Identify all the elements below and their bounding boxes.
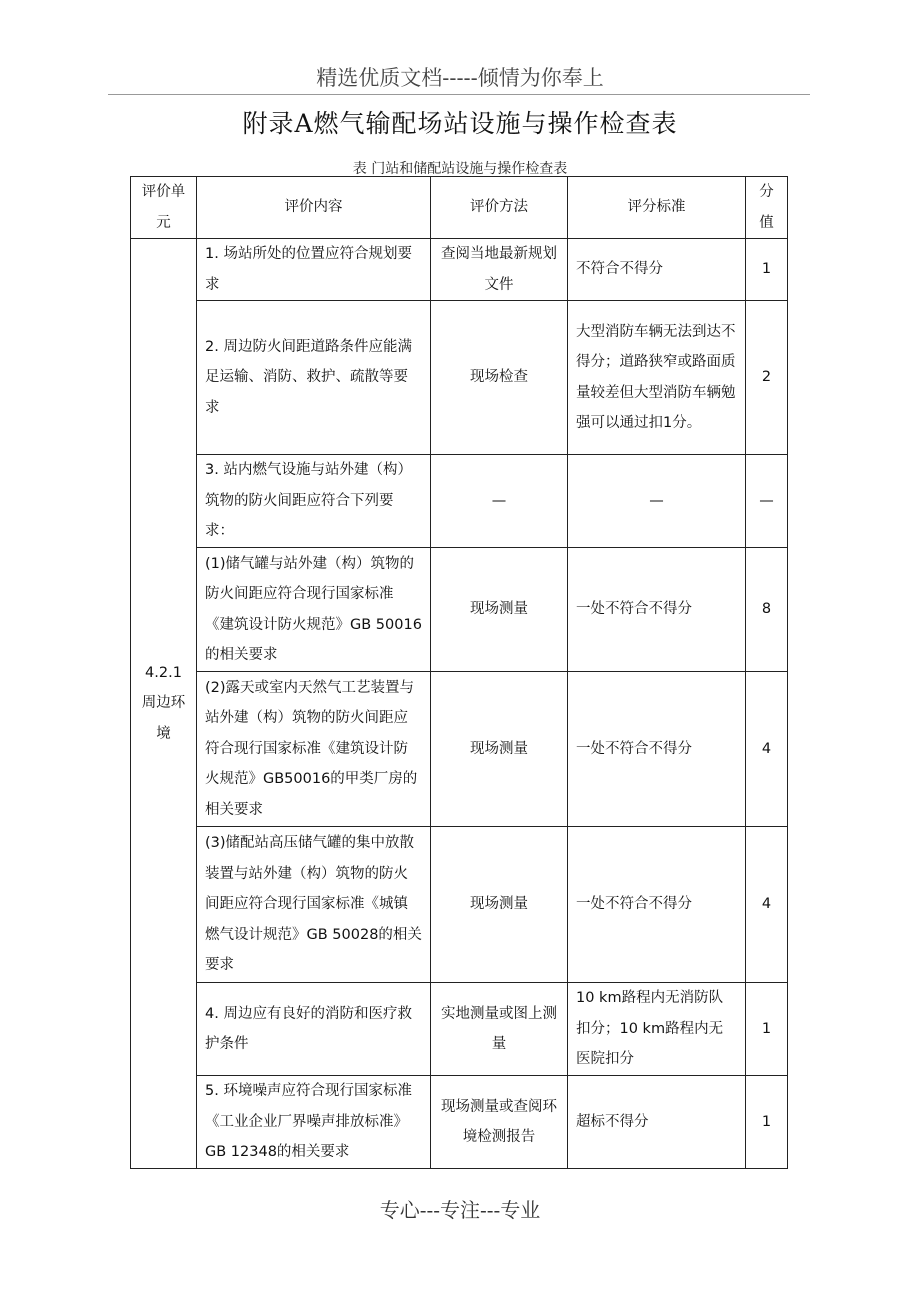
table-row	[131, 301, 788, 455]
table-row	[131, 827, 788, 983]
row-method: 现场测量	[431, 672, 568, 827]
row-standard: 一处不符合不得分	[568, 548, 746, 672]
row-content: 4. 周边应有良好的消防和医疗救护条件	[197, 983, 431, 1076]
row-score: 4	[746, 827, 788, 983]
row-score: 1	[746, 1076, 788, 1169]
row-content: 2. 周边防火间距道路条件应能满足运输、消防、救护、疏散等要求	[197, 301, 431, 455]
table-row	[131, 455, 788, 548]
col-header-method: 评价方法	[431, 177, 568, 239]
row-standard: 一处不符合不得分	[568, 672, 746, 827]
row-method: 现场测量或查阅环境检测报告	[431, 1076, 568, 1169]
row-content: (3)储配站高压储气罐的集中放散装置与站外建（构）筑物的防火间距应符合现行国家标准《城镇燃气设计规范》GB 50028的相关要求	[197, 827, 431, 983]
row-score: 1	[746, 983, 788, 1076]
row-content: (2)露天或室内天然气工艺装置与站外建（构）筑物的防火间距应符合现行国家标准《建筑设计防火规范》GB50016的甲类厂房的相关要求	[197, 672, 431, 827]
table-row	[131, 672, 788, 827]
row-method: 实地测量或图上测量	[431, 983, 568, 1076]
row-standard: —	[568, 455, 746, 548]
row-score: 8	[746, 548, 788, 672]
row-content: 5. 环境噪声应符合现行国家标准《工业企业厂界噪声排放标准》GB 12348的相关要求	[197, 1076, 431, 1169]
row-score: —	[746, 455, 788, 548]
page-footer: 专心---专注---专业	[379, 1198, 541, 1222]
document-title: 附录A燃气输配场站设施与操作检查表	[242, 109, 678, 138]
evaluation-unit-label: 4.2.1 周边环境	[131, 239, 197, 1169]
row-method: 查阅当地最新规划文件	[431, 239, 568, 301]
row-standard: 大型消防车辆无法到达不得分；道路狭窄或路面质量较差但大型消防车辆勉强可以通过扣1分。	[568, 301, 746, 455]
row-content: (1)储气罐与站外建（构）筑物的防火间距应符合现行国家标准《建筑设计防火规范》GB 50016的相关要求	[197, 548, 431, 672]
row-score: 2	[746, 301, 788, 455]
table-row	[131, 1076, 788, 1169]
table-row	[131, 239, 788, 301]
row-content: 3. 站内燃气设施与站外建（构）筑物的防火间距应符合下列要求：	[197, 455, 431, 548]
checklist-table	[130, 176, 788, 1169]
row-standard: 一处不符合不得分	[568, 827, 746, 983]
col-header-score: 分值	[746, 177, 788, 239]
row-standard: 超标不得分	[568, 1076, 746, 1169]
row-method: 现场测量	[431, 548, 568, 672]
col-header-unit: 评价单元	[131, 177, 197, 239]
col-header-standard: 评分标准	[568, 177, 746, 239]
table-header-row	[131, 177, 788, 239]
row-score: 4	[746, 672, 788, 827]
row-method: —	[431, 455, 568, 548]
page-header: 精选优质文档-----倾情为你奉上	[316, 66, 604, 90]
header-divider	[108, 94, 810, 95]
row-score: 1	[746, 239, 788, 301]
row-content: 1. 场站所处的位置应符合规划要求	[197, 239, 431, 301]
row-method: 现场测量	[431, 827, 568, 983]
table-row	[131, 983, 788, 1076]
row-method: 现场检查	[431, 301, 568, 455]
table-row	[131, 548, 788, 672]
col-header-content: 评价内容	[197, 177, 431, 239]
row-standard: 不符合不得分	[568, 239, 746, 301]
row-standard: 10 km路程内无消防队扣分；10 km路程内无医院扣分	[568, 983, 746, 1076]
table-caption: 表 门站和储配站设施与操作检查表	[352, 161, 568, 177]
